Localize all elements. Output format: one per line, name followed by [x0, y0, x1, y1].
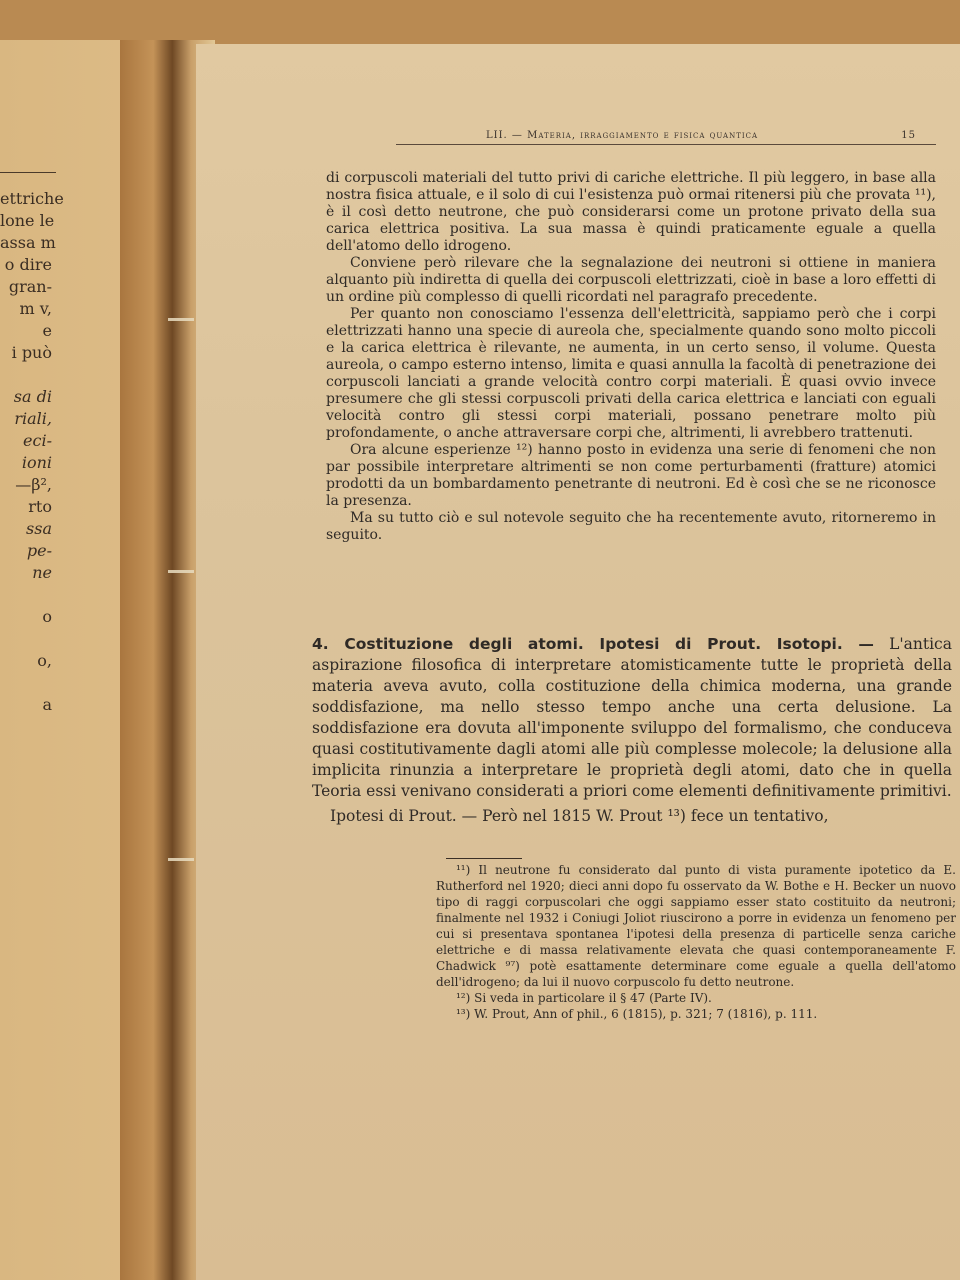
- header-title: LII. — Materia, irraggiamento e fisica quantica: [486, 130, 759, 141]
- left-page-line: sa di: [13, 387, 52, 406]
- paragraph-neutrone: di corpuscoli materiali del tutto privi di cariche elettriche. Il più leggero, in base alla nostra fisica attuale, e il solo di cui l'esistenza può ormai ritenersi più che provata ¹¹), è il così detto neutrone, che può considerarsi come un protone privato della sua carica elettrica positiva. La sua massa è quindi praticamente eguale a quella dell'atomo dello idrogeno.: [326, 170, 936, 254]
- running-header: [486, 130, 916, 141]
- left-page-rule: [0, 172, 56, 173]
- page-number: 15: [901, 130, 916, 141]
- left-page-line: [0, 672, 52, 694]
- left-page-line: riali,: [14, 409, 52, 428]
- header-rule: [396, 144, 936, 145]
- footnote-11: ¹¹) Il neutrone fu considerato dal punto di vista puramente ipotetico da E. Rutherford nel 1920; dieci anni dopo fu osservato da W. Bothe e H. Becker un nuovo tipo di raggi corpuscolari che oggi sappiamo esser stato costituito da neutroni; finalmente nel 1932 i Coniugi Joliot riuscirono a porre in evidenza un fenomeno per cui si presentava spontanea l'ipotesi della presenza di particelle senza cariche elettriche e di massa relativamente elevata che quasi contemporaneamente F. Chadwick ⁹⁷) potè esattamente determinare come eguale a quella dell'atomo dell'idrogeno; da lui il nuovo corpuscolo fu detto neutrone.: [436, 863, 956, 989]
- binding-stitch: [168, 858, 194, 861]
- right-page: [196, 44, 960, 1280]
- left-page-line: m v,: [19, 299, 52, 318]
- footnotes: [436, 862, 956, 1022]
- left-page-line: o: [42, 607, 52, 626]
- section-text: L'antica aspirazione filosofica di interpretare atomisticamente tutte le proprietà della materia aveva avuto, colla costituzione della chimica moderna, una grande soddisfazione, ma nello stesso tempo anche una certa delusione. La soddisfazione era dovuta all'imponente sviluppo del formalismo, che conduceva quasi costitutivamente dagli atomi alle più complesse molecole; la delusione alla implicita rinunzia a interpretare le proprietà degli atomi, dato che in quella Teoria essi venivano considerati a priori come elementi definitivamente primitivi.: [312, 635, 952, 800]
- left-page-line: ssa: [26, 519, 52, 538]
- left-page-text: [0, 188, 64, 716]
- footnote-rule: [446, 858, 522, 859]
- paragraph-esperienze: Ora alcune esperienze ¹²) hanno posto in evidenza una serie di fenomeni che non par possibile interpretare altrimenti se non come perturbamenti (fratture) atomici prodotti da un bombardamento penetrante di neutroni. Ed è così che se ne riconosce la presenza.: [326, 442, 936, 509]
- body-text: [326, 170, 936, 544]
- left-page-line: a: [42, 695, 52, 714]
- left-page-line: lone le: [0, 211, 55, 230]
- section-4: [312, 634, 952, 827]
- left-page-line: o dire: [4, 255, 52, 274]
- left-page-line: pe-: [26, 541, 52, 560]
- left-page-line: o,: [37, 651, 52, 670]
- left-page-line: [0, 364, 52, 386]
- left-page-line: [0, 628, 52, 650]
- footnote-12: ¹²) Si veda in particolare il § 47 (Parte IV).: [456, 991, 712, 1005]
- section-last-line: Ipotesi di Prout. — Però nel 1815 W. Prout ¹³) fece un tentativo,: [330, 807, 829, 825]
- paragraph-segnalazione: Conviene però rilevare che la segnalazione dei neutroni si ottiene in maniera alquanto più indiretta di quella dei corpuscoli elettrizzati, cioè in base a loro effetti di un ordine più complesso di quelli ricordati nel paragrafo precedente.: [326, 255, 936, 305]
- left-page-line: rto: [28, 497, 52, 516]
- left-page-line: —β²,: [15, 475, 52, 494]
- left-page-line: ettriche: [0, 189, 64, 208]
- binding-stitch: [168, 570, 194, 573]
- left-page-line: ioni: [21, 453, 52, 472]
- section-heading: 4. Costituzione degli atomi. Ipotesi di Prout. Isotopi. —: [312, 635, 874, 653]
- footnote-13: ¹³) W. Prout, Ann of phil., 6 (1815), p. 321; 7 (1816), p. 111.: [456, 1007, 818, 1021]
- left-page-line: [0, 584, 52, 606]
- paragraph-aureola: Per quanto non conosciamo l'essenza dell'elettricità, sappiamo però che i corpi elettrizzati hanno una specie di aureola che, specialmente quando sono molto piccoli e la carica elettrica è rilevante, ne aumenta, in un certo senso, il volume. Questa aureola, o campo esterno intenso, limita e quasi annulla la facoltà di penetrazione dei corpuscoli lanciati a grande velocità contro corpi materiali. È quasi ovvio invece presumere che gli stessi corpuscoli privati della carica elettrica e lanciati con eguali velocità contro gli stessi corpi materiali, possano penetrare molto più profondamente, o anche attraversare corpi che, altrimenti, li avrebbero trattenuti.: [326, 306, 936, 441]
- left-page-line: eci-: [23, 431, 52, 450]
- left-page-line: ne: [32, 563, 52, 582]
- left-page-line: gran-: [8, 277, 52, 296]
- left-page-line: assa m: [0, 233, 56, 252]
- left-page-line: i può: [11, 343, 52, 362]
- left-page-line: e: [42, 321, 52, 340]
- binding-stitch: [168, 318, 194, 321]
- paragraph-seguito: Ma su tutto ciò e sul notevole seguito che ha recentemente avuto, ritorneremo in seguito.: [326, 510, 936, 543]
